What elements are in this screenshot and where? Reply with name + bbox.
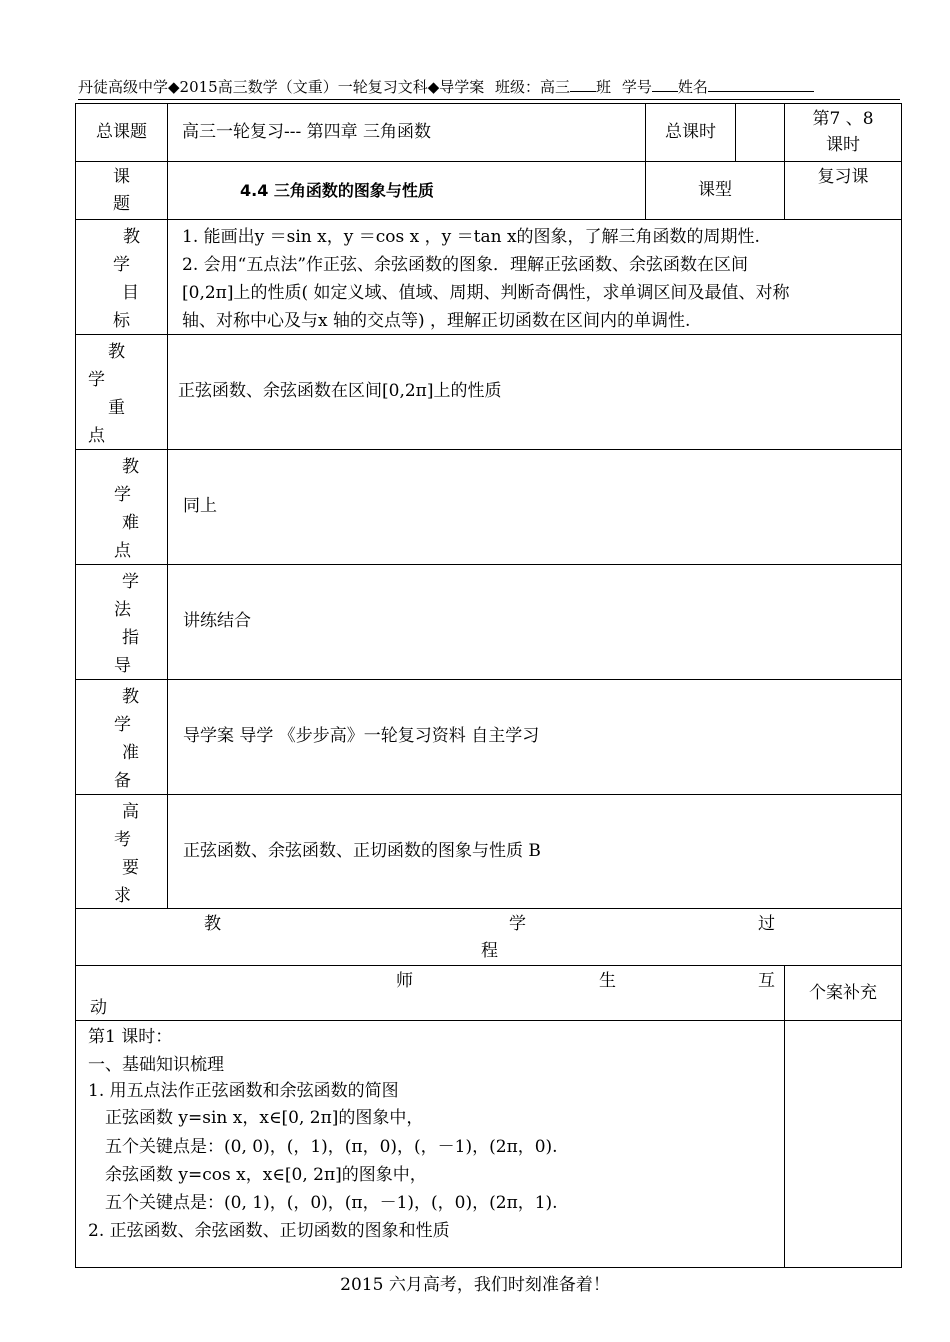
lesson-type-value: 复习课 bbox=[817, 167, 869, 187]
method-value-cell bbox=[167, 564, 902, 680]
interaction-heading-cell bbox=[75, 965, 785, 1021]
preparation-value: 导学案 导学 《步步高》一轮复习资料 自主学习 bbox=[183, 726, 540, 746]
process-char: 程 bbox=[481, 941, 498, 961]
goals-line-3: [0,2π]上的性质( 如定义域、值域、周期、判断奇偶性，求单调区间及最值、对称 bbox=[182, 283, 790, 303]
lesson-type-value-cell bbox=[784, 161, 902, 220]
preparation-label-char: 备 bbox=[114, 771, 131, 791]
process-char: 学 bbox=[509, 914, 526, 934]
goals-line-2: 2. 会用“五点法”作正弦、余弦函数的图象．理解正弦函数、余弦函数在区间 bbox=[182, 255, 749, 275]
process-char: 过 bbox=[758, 914, 775, 934]
exam-label-char: 考 bbox=[114, 830, 131, 850]
total-hours-value-1: 第7 、8 bbox=[812, 109, 874, 129]
lesson-title-value: 4.4 三角函数的图象与性质 bbox=[240, 181, 434, 200]
page-footer: 2015 六月高考，我们时刻准备着！ bbox=[340, 1275, 610, 1295]
interaction-char: 师 bbox=[396, 971, 413, 991]
page-header bbox=[78, 76, 900, 98]
preparation-label-char: 准 bbox=[122, 743, 139, 763]
interaction-char: 动 bbox=[90, 998, 107, 1018]
course-title-label: 总课题 bbox=[96, 122, 147, 142]
goals-value-cell bbox=[167, 219, 902, 335]
method-label-char: 学 bbox=[122, 572, 139, 592]
content-line-6: 余弦函数 y=cos x，x∈[0, 2π]的图象中， bbox=[105, 1165, 427, 1185]
class-blank bbox=[570, 77, 596, 92]
key-points-label-char: 点 bbox=[88, 426, 105, 446]
difficulties-label-cell bbox=[75, 449, 168, 565]
total-hours-blank-cell bbox=[735, 103, 785, 162]
exam-label-char: 要 bbox=[122, 858, 139, 878]
header-class-suffix: 班 bbox=[596, 78, 612, 96]
goals-line-1: 1. 能画出y ＝sin x，y ＝cos x ，y ＝tan x的图象，了解三角函数的周期性. bbox=[182, 227, 760, 247]
supplement-heading: 个案补充 bbox=[809, 983, 877, 1003]
header-class-label: 班级：高三 bbox=[495, 78, 571, 96]
key-points-value: 正弦函数、余弦函数在区间[0,2π]上的性质 bbox=[178, 381, 502, 401]
course-title-label-cell bbox=[75, 103, 168, 162]
difficulties-label-char: 难 bbox=[122, 513, 139, 533]
preparation-label-cell bbox=[75, 679, 168, 795]
supplement-heading-cell bbox=[784, 965, 902, 1021]
interaction-char: 互 bbox=[758, 971, 775, 991]
key-points-label-cell bbox=[75, 334, 168, 450]
exam-label-char: 高 bbox=[122, 802, 139, 822]
goals-label-char: 学 bbox=[113, 255, 130, 275]
exam-label-cell bbox=[75, 794, 168, 909]
method-label-char: 导 bbox=[114, 656, 131, 676]
header-title: 丹徒高级中学◆2015高三数学（文重）一轮复习文科◆导学案 bbox=[78, 78, 485, 96]
lesson-title-label-cell bbox=[75, 161, 168, 220]
key-points-label-char: 重 bbox=[108, 398, 125, 418]
method-label-char: 法 bbox=[114, 600, 131, 620]
total-hours-label-cell bbox=[645, 103, 736, 162]
difficulties-value: 同上 bbox=[183, 496, 217, 516]
preparation-value-cell bbox=[167, 679, 902, 795]
content-line-5: 五个关键点是：(0, 0)，(，1)，(π，0)，(，－1)，(2π，0). bbox=[105, 1137, 558, 1157]
difficulties-label-char: 学 bbox=[114, 485, 131, 505]
exam-label-char: 求 bbox=[114, 886, 131, 906]
key-points-label-char: 教 bbox=[108, 342, 125, 362]
goals-label-char: 标 bbox=[113, 311, 130, 331]
course-title-value-cell bbox=[167, 103, 646, 162]
process-char: 教 bbox=[204, 914, 221, 934]
content-line-8: 2. 正弦函数、余弦函数、正切函数的图象和性质 bbox=[88, 1221, 450, 1241]
content-line-1: 第1 课时： bbox=[88, 1027, 173, 1047]
interaction-char: 生 bbox=[599, 971, 616, 991]
key-points-value-cell bbox=[167, 334, 902, 450]
exam-value-cell bbox=[167, 794, 902, 909]
total-hours-value-cell bbox=[784, 103, 902, 162]
content-line-4: 正弦函数 y=sin x，x∈[0, 2π]的图象中， bbox=[105, 1108, 424, 1128]
id-blank bbox=[652, 77, 678, 92]
method-value: 讲练结合 bbox=[183, 611, 251, 631]
lesson-type-label-cell bbox=[645, 161, 785, 220]
difficulties-value-cell bbox=[167, 449, 902, 565]
exam-value: 正弦函数、余弦函数、正切函数的图象与性质 B bbox=[183, 841, 541, 861]
goals-label-cell bbox=[75, 219, 168, 335]
header-rule bbox=[78, 99, 900, 100]
key-points-label-char: 学 bbox=[88, 370, 105, 390]
header-id-label: 学号 bbox=[621, 78, 652, 96]
lesson-title-label-2: 题 bbox=[113, 194, 130, 214]
total-hours-value-2: 课时 bbox=[826, 135, 860, 155]
lesson-title-label-1: 课 bbox=[113, 167, 130, 187]
goals-label-char: 教 bbox=[123, 227, 140, 247]
content-line-7: 五个关键点是：(0, 1)，(，0)，(π，－1)，(，0)，(2π，1). bbox=[105, 1193, 558, 1213]
header-name-label: 姓名 bbox=[677, 78, 708, 96]
preparation-label-char: 学 bbox=[114, 715, 131, 735]
goals-line-4: 轴、对称中心及与x 轴的交点等) ，理解正切函数在区间内的单调性. bbox=[182, 311, 691, 331]
process-heading-cell bbox=[75, 908, 902, 966]
course-title-value: 高三一轮复习--- 第四章 三角函数 bbox=[182, 122, 432, 142]
goals-label-char: 目 bbox=[122, 283, 139, 303]
lesson-title-value-cell bbox=[167, 161, 646, 220]
total-hours-label: 总课时 bbox=[665, 122, 716, 142]
difficulties-label-char: 点 bbox=[114, 541, 131, 561]
method-label-char: 指 bbox=[122, 628, 139, 648]
preparation-label-char: 教 bbox=[122, 687, 139, 707]
name-blank bbox=[708, 77, 814, 92]
difficulties-label-char: 教 bbox=[122, 457, 139, 477]
method-label-cell bbox=[75, 564, 168, 680]
lesson-type-label: 课型 bbox=[698, 180, 732, 200]
content-line-2: 一、基础知识梳理 bbox=[88, 1055, 224, 1075]
supplement-cell bbox=[784, 1020, 902, 1268]
content-line-3: 1. 用五点法作正弦函数和余弦函数的简图 bbox=[88, 1081, 399, 1101]
